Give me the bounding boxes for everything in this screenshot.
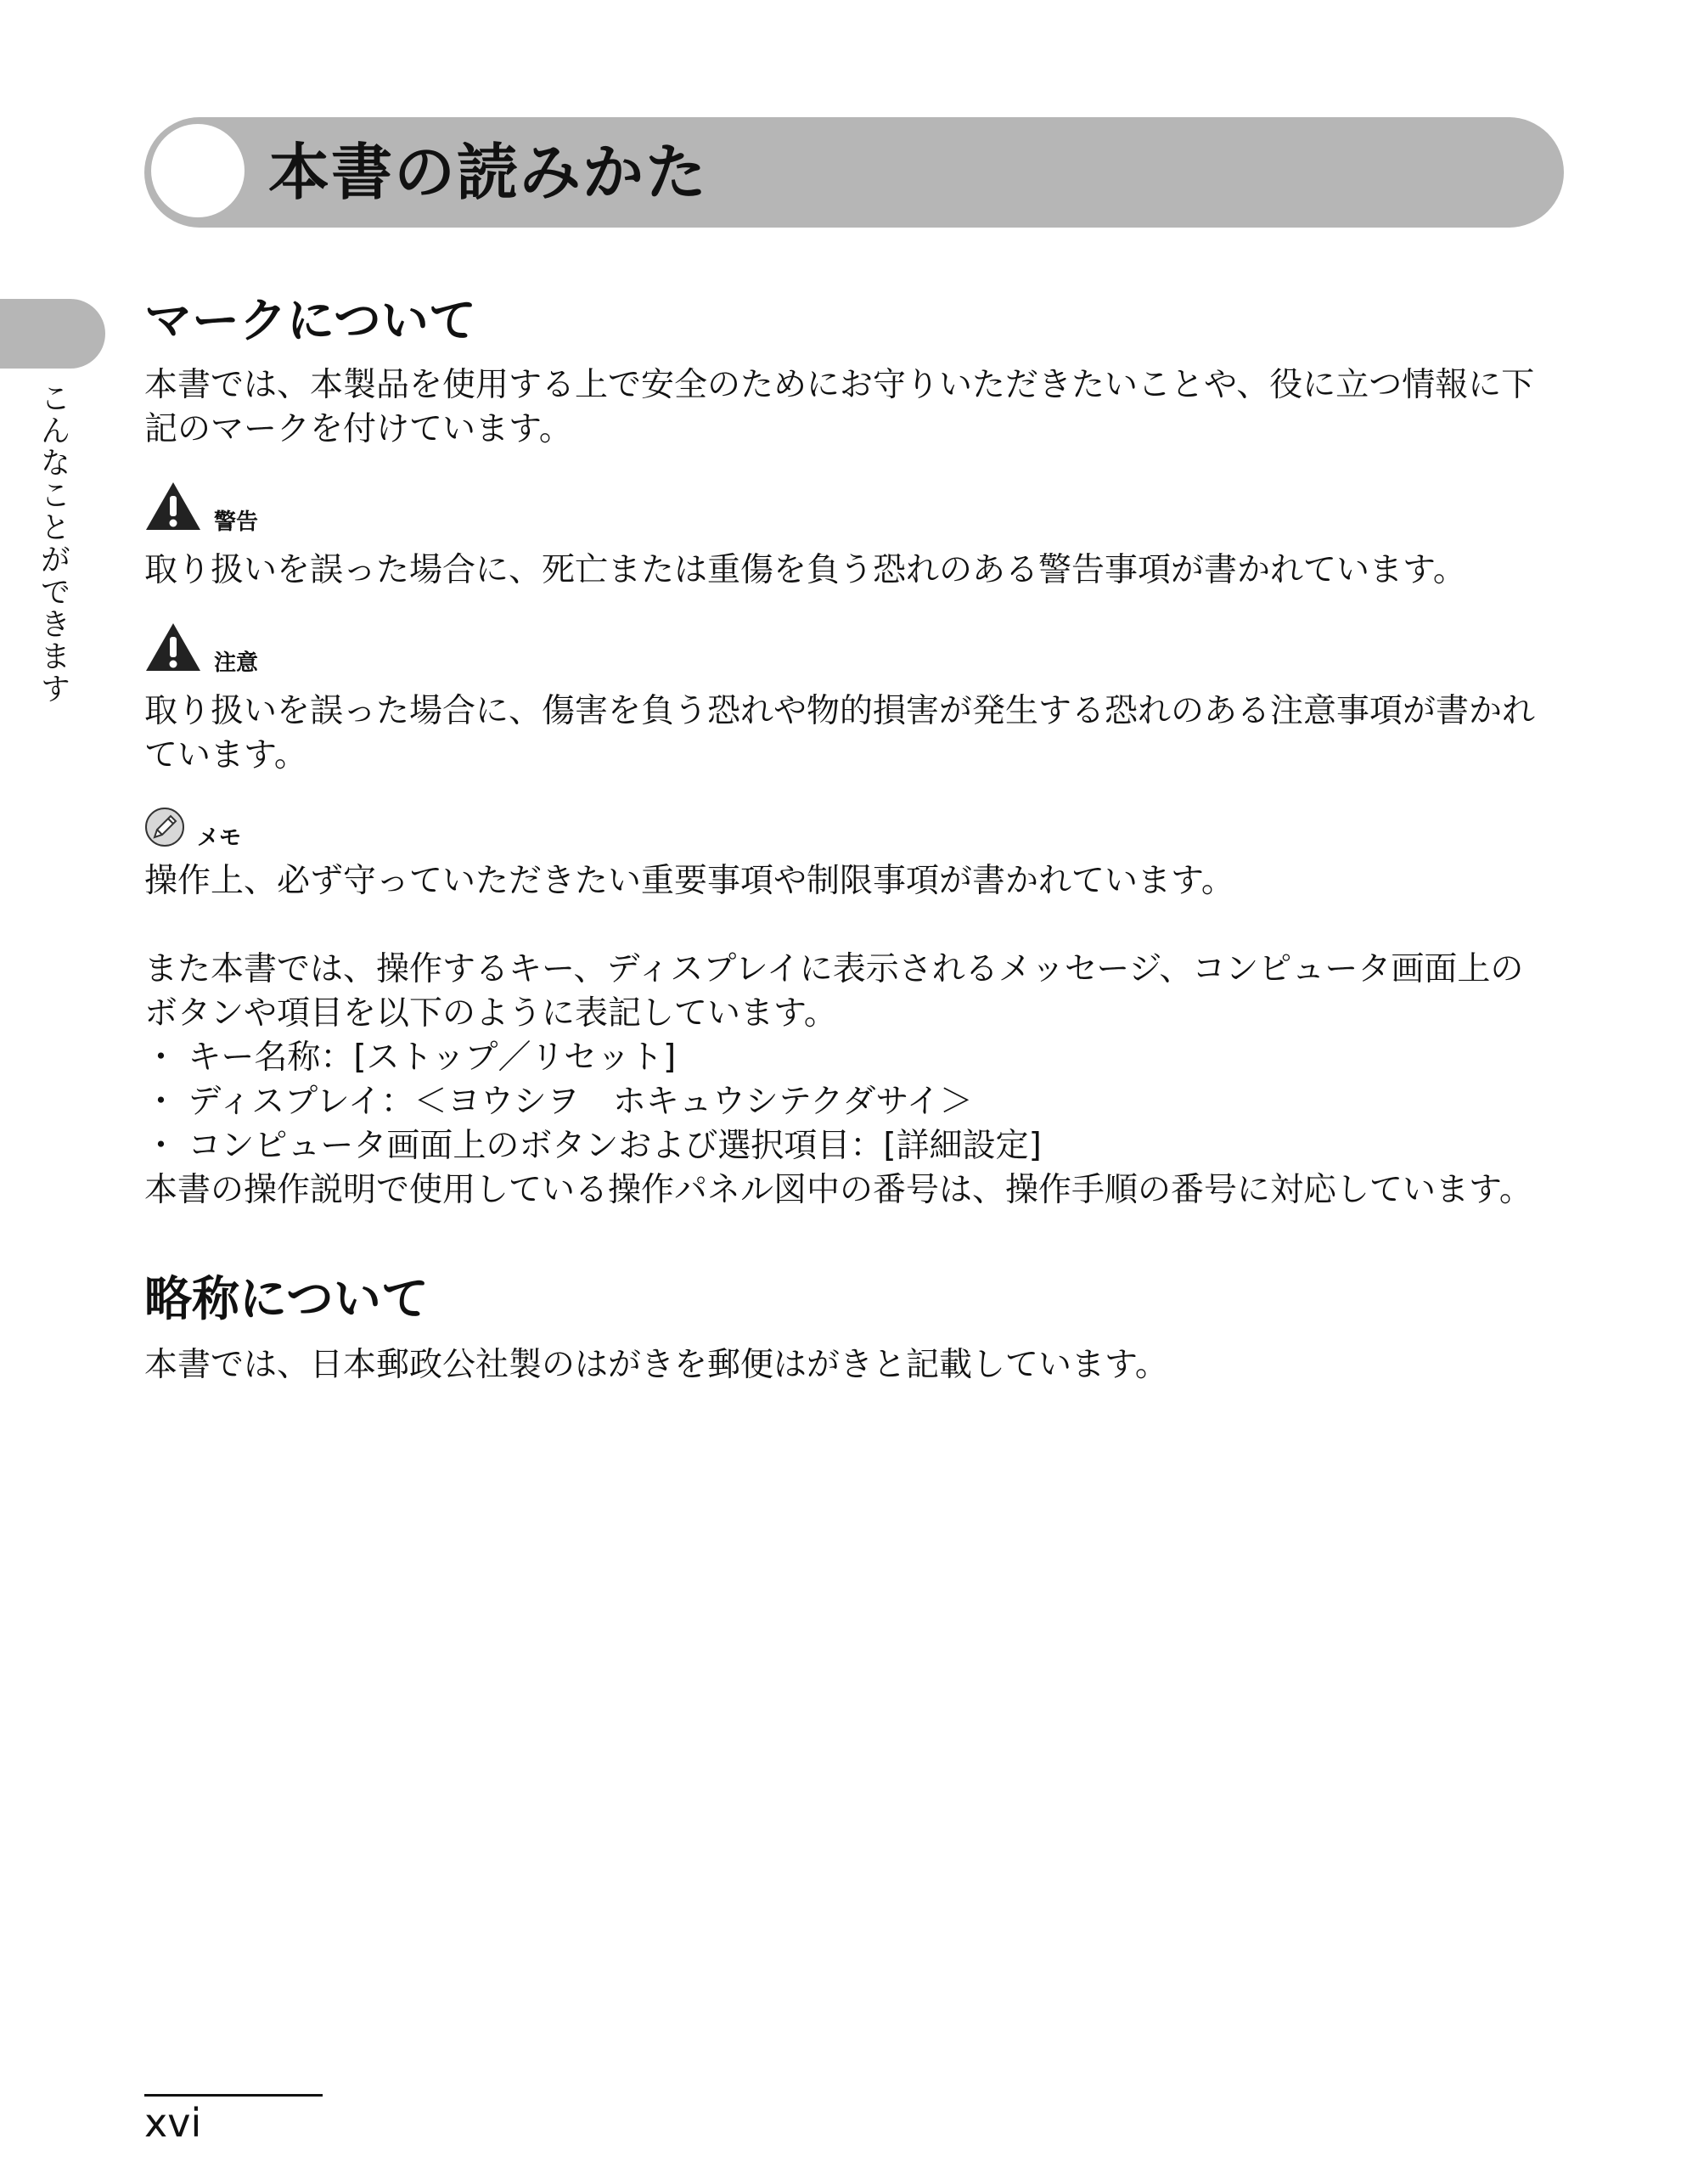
caution-description <box>144 690 1571 778</box>
pencil-memo-icon <box>144 807 185 851</box>
caution-triangle-icon <box>144 622 202 676</box>
notation-list-item: ・ キー名称：[ストップ／リセット] <box>144 1039 677 1077</box>
caution-line: ています。 <box>144 736 307 774</box>
title-circle-decoration <box>151 124 245 217</box>
notation-line: ボタンや項目を以下のように表記しています。 <box>144 994 837 1033</box>
chapter-tab-label: こんなことができます <box>36 382 70 705</box>
warning-triangle-icon <box>144 481 202 535</box>
section-heading-marks: マークについて <box>144 294 476 349</box>
marks-intro-line: 本書では、本製品を使用する上で安全のためにお守りいただきたいことや、役に立つ情報に下 <box>144 366 1535 404</box>
notation-paragraph <box>144 948 1571 1213</box>
marks-intro-paragraph <box>144 363 1571 452</box>
caution-line: 取り扱いを誤った場合に、傷害を負う恐れや物的損害が発生する恐れのある注意事項が書かれ <box>144 692 1536 730</box>
notation-line: 本書の操作説明で使用している操作パネル図中の番号は、操作手順の番号に対応しています。 <box>144 1171 1532 1209</box>
caution-label: 注意 <box>214 650 259 676</box>
page-title: 本書の読みかた <box>268 137 709 208</box>
page-number: xvi <box>144 2100 202 2146</box>
warning-description: 取り扱いを誤った場合に、死亡または重傷を負う恐れのある警告事項が書かれています。 <box>144 551 1466 589</box>
footer-rule <box>144 2094 323 2097</box>
memo-mark <box>144 800 241 851</box>
warning-label: 警告 <box>214 509 259 535</box>
notation-line: また本書では、操作するキー、ディスプレイに表示されるメッセージ、コンピュータ画面上の <box>144 950 1524 988</box>
chapter-tab <box>0 299 105 369</box>
caution-mark <box>144 625 258 676</box>
warning-mark <box>144 484 258 535</box>
abbreviations-description: 本書では、日本郵政公社製のはがきを郵便はがきと記載しています。 <box>144 1346 1168 1384</box>
section-heading-abbreviations: 略称について <box>144 1272 429 1327</box>
memo-label: メモ <box>197 825 242 851</box>
memo-description: 操作上、必ず守っていただきたい重要事項や制限事項が書かれています。 <box>144 862 1234 900</box>
notation-list-item: ・ コンピュータ画面上のボタンおよび選択項目：[詳細設定] <box>144 1127 1042 1165</box>
marks-intro-line: 記のマークを付けています。 <box>144 410 572 448</box>
notation-list-item: ・ ディスプレイ：＜ヨウシヲ ホキュウシテクダサイ＞ <box>144 1083 973 1121</box>
